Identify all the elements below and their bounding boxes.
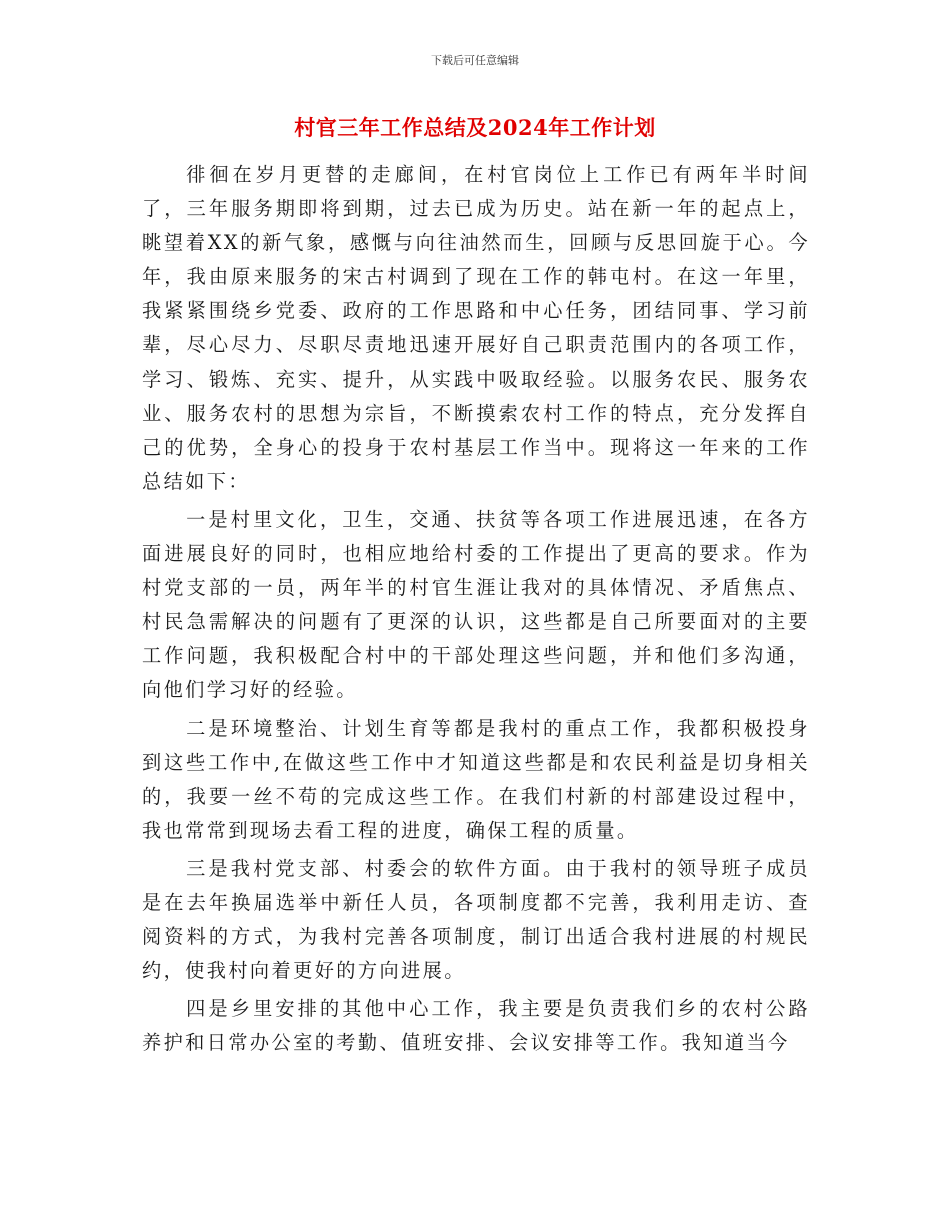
paragraph-point-2: 二是环境整治、计划生育等都是我村的重点工作，我都积极投身到这些工作中,在做这些工作中才知道这些都是和农民利益是切身相关的，我要一丝不苟的完成这些工作。在我们村新的村部建设过程中，我也常常到现场去看工程的进度，确保工程的质量。	[142, 716, 810, 842]
paragraph-point-1: 一是村里文化，卫生，交通、扶贫等各项工作进展迅速，在各方面进展良好的同时，也相应地给村委的工作提出了更高的要求。作为村党支部的一员，两年半的村官生涯让我对的具体情况、矛盾焦点、村民急需解决的问题有了更深的认识，这些都是自己所要面对的主要工作问题，我积极配合村中的干部处理这些问题，并和他们多沟通，向他们学习好的经验。	[142, 507, 810, 702]
header-note: 下载后可任意编辑	[431, 54, 519, 67]
document-title: 村官三年工作总结及2024年工作计划	[294, 115, 656, 140]
paragraph-intro: 徘徊在岁月更替的走廊间，在村官岗位上工作已有两年半时间了，三年服务期即将到期，过去已成为历史。站在新一年的起点上，眺望着XX的新气象，感慨与向往油然而生，回顾与反思回旋于心。今年，我由原来服务的宋古村调到了现在工作的韩屯村。在这一年里，我紧紧围绕乡党委、政府的工作思路和中心任务，团结同事、学习前辈，尽心尽力、尽职尽责地迅速开展好自己职责范围内的各项工作，学习、锻炼、充实、提升，从实践中吸取经验。以服务农民、服务农业、服务农村的思想为宗旨，不断摸索农村工作的特点，充分发挥自己的优势，全身心的投身于农村基层工作当中。现将这一年来的工作总结如下：	[142, 163, 810, 493]
paragraph-point-4: 四是乡里安排的其他中心工作，我主要是负责我们乡的农村公路养护和日常办公室的考勤、值班安排、会议安排等工作。我知道当今	[142, 997, 810, 1055]
paragraph-point-3: 三是我村党支部、村委会的软件方面。由于我村的领导班子成员是在去年换届选举中新任人员，各项制度都不完善，我利用走访、查阅资料的方式，为我村完善各项制度，制订出适合我村进展的村规民约，使我村向着更好的方向进展。	[142, 856, 810, 983]
document-body	[142, 158, 810, 1064]
